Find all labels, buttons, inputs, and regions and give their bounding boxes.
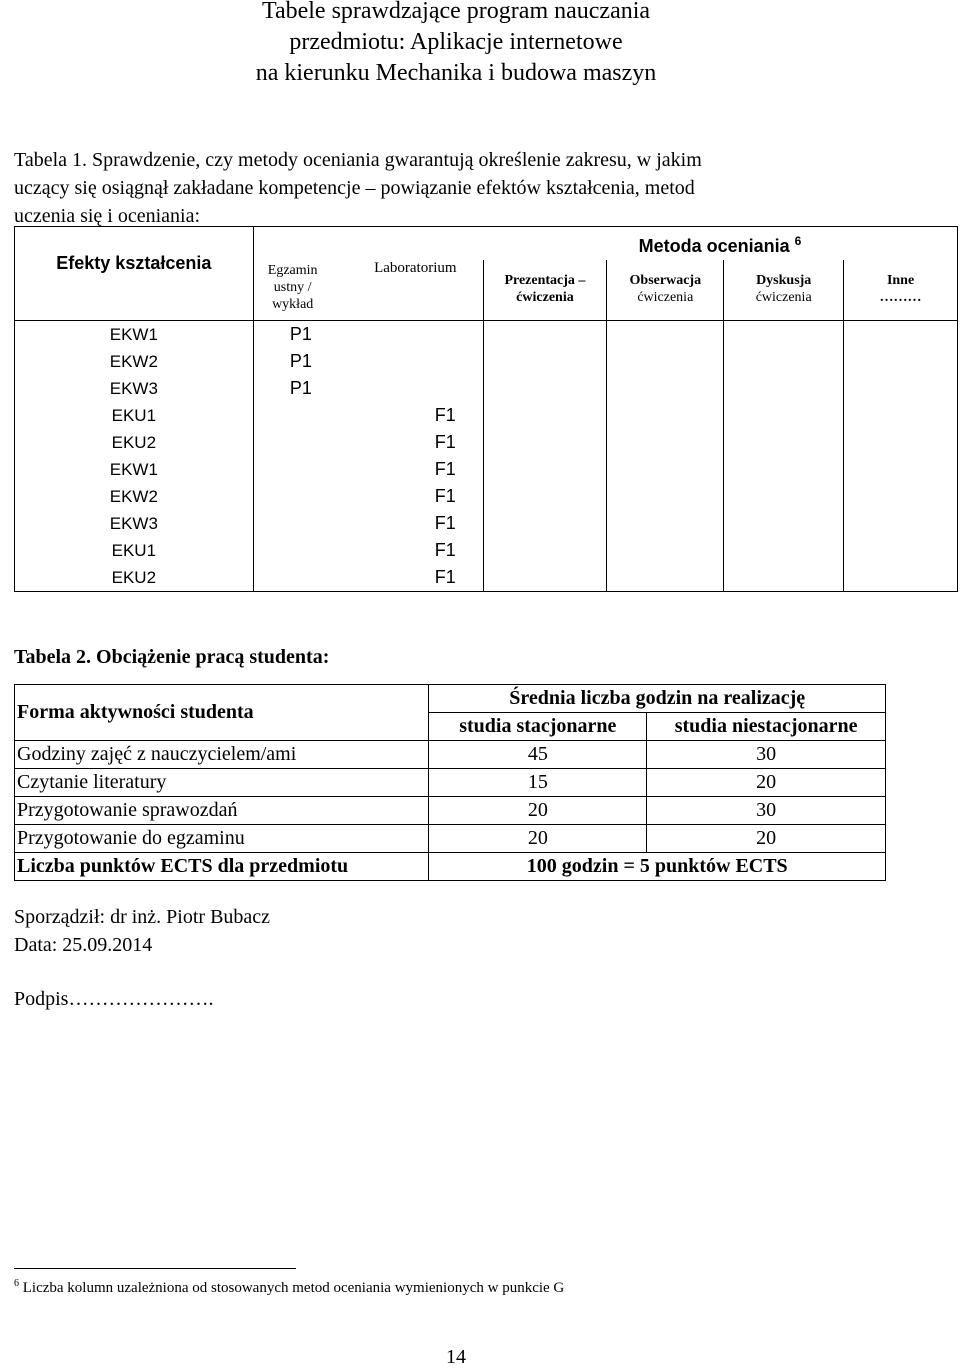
other-method — [844, 320, 958, 348]
other-method — [844, 429, 958, 456]
title-line-1: Tabele sprawdzające program nauczania — [261, 0, 651, 24]
page-number: 14 — [446, 1346, 466, 1368]
observation-method — [607, 429, 724, 456]
lab-method — [348, 320, 483, 348]
presentation-method — [483, 402, 607, 429]
table-row — [15, 741, 886, 769]
activity-name: Czytanie literatury — [15, 769, 429, 797]
exam-method — [253, 510, 348, 537]
observation-method — [607, 537, 724, 564]
effect-code: EKW1 — [109, 324, 158, 344]
table-row — [15, 797, 886, 825]
exam-method — [253, 564, 348, 592]
lab-method: F1 — [434, 404, 456, 425]
title-line-2: przedmiotu: Aplikacje internetowe — [289, 29, 623, 55]
header-avg-hours: Średnia liczba godzin na realizację — [429, 685, 886, 713]
table-row — [15, 375, 958, 402]
discussion-method — [724, 456, 844, 483]
full-time-hours: 20 — [429, 797, 647, 825]
table1-caption-line-2: uczący się osiągnął zakładane kompetencje – powiązanie efektów kształcenia, metod — [14, 177, 695, 199]
header-observation-cell — [607, 260, 724, 320]
header-other-line-1: Inne — [886, 273, 915, 288]
lab-method: F1 — [434, 431, 456, 452]
exam-method — [253, 429, 348, 456]
header-observation-line-1: Obserwacja — [629, 273, 702, 288]
observation-method — [607, 320, 724, 348]
other-method — [844, 564, 958, 592]
activity-name: Godziny zajęć z nauczycielem/ami — [15, 741, 429, 769]
discussion-method — [724, 402, 844, 429]
observation-method — [607, 348, 724, 375]
header-method-footnote-ref: 6 — [794, 234, 802, 248]
activity-name: Przygotowanie sprawozdań — [15, 797, 429, 825]
header-other-cell — [844, 260, 958, 320]
discussion-method — [724, 510, 844, 537]
part-time-hours: 30 — [647, 797, 886, 825]
header-activity: Forma aktywności studenta — [15, 685, 429, 741]
title-line-3: na kierunku Mechanika i budowa maszyn — [255, 60, 657, 86]
lab-method: F1 — [434, 539, 456, 560]
full-time-hours: 45 — [429, 741, 647, 769]
header-presentation-line-1: Prezentacja – — [504, 273, 586, 288]
lab-method: F1 — [434, 485, 456, 506]
lab-method: F1 — [434, 512, 456, 533]
other-method — [844, 537, 958, 564]
table-row — [15, 537, 958, 564]
observation-method — [607, 564, 724, 592]
exam-method: P1 — [253, 320, 348, 348]
header-discussion-line-1: Dyskusja — [756, 273, 812, 288]
table-row — [15, 320, 958, 348]
presentation-method — [483, 537, 607, 564]
signature-line: Podpis…………………. — [14, 988, 214, 1010]
header-lab: Laboratorium — [374, 260, 457, 276]
discussion-method — [724, 375, 844, 402]
discussion-method — [724, 348, 844, 375]
table-row — [15, 402, 958, 429]
observation-method — [607, 456, 724, 483]
footnote-number: 6 — [14, 1278, 19, 1289]
full-time-hours: 15 — [429, 769, 647, 797]
other-method — [844, 402, 958, 429]
table-row — [15, 564, 958, 592]
footnote-separator — [14, 1268, 296, 1269]
observation-method — [607, 402, 724, 429]
table1-caption — [14, 146, 914, 230]
header-discussion-line-2: ćwiczenia — [755, 290, 812, 305]
other-method — [844, 375, 958, 402]
presentation-method — [483, 510, 607, 537]
discussion-method — [724, 564, 844, 592]
header-full-time: studia stacjonarne — [429, 713, 647, 741]
presentation-method — [483, 483, 607, 510]
discussion-method — [724, 320, 844, 348]
part-time-hours: 20 — [647, 769, 886, 797]
other-method — [844, 456, 958, 483]
other-method — [844, 510, 958, 537]
exam-method — [253, 402, 348, 429]
presentation-method — [483, 564, 607, 592]
header-presentation-line-2: ćwiczenia — [516, 290, 574, 305]
table-row — [15, 825, 886, 853]
header-presentation-cell — [483, 260, 607, 320]
table-row — [15, 348, 958, 375]
effect-code: EKU1 — [111, 540, 157, 560]
table2-caption: Tabela 2. Obciążenie pracą studenta: — [14, 646, 330, 668]
observation-method — [607, 375, 724, 402]
lab-method: F1 — [434, 566, 456, 587]
date: Data: 25.09.2014 — [14, 934, 153, 956]
part-time-hours: 30 — [647, 741, 886, 769]
observation-method — [607, 510, 724, 537]
footnote-text: Liczba kolumn uzależniona od stosowanych metod oceniania wymienionych w punkcie G — [22, 1280, 565, 1296]
discussion-method — [724, 429, 844, 456]
lab-method: F1 — [434, 458, 456, 479]
footnote — [14, 1278, 564, 1297]
header-part-time: studia niestacjonarne — [647, 713, 886, 741]
table-row — [15, 483, 958, 510]
activity-name: Przygotowanie do egzaminu — [15, 825, 429, 853]
observation-method — [607, 483, 724, 510]
header-exam: Egzamin ustny / wykład — [267, 263, 318, 312]
ects-label: Liczba punktów ECTS dla przedmiotu — [15, 853, 429, 881]
exam-method — [253, 456, 348, 483]
effect-code: EKU1 — [111, 405, 157, 425]
header-method-cell — [483, 227, 958, 261]
table1-caption-line-1: Tabela 1. Sprawdzenie, czy metody oceniania gwarantują określenie zakresu, w jakim — [14, 149, 702, 171]
presentation-method — [483, 375, 607, 402]
table-row — [15, 429, 958, 456]
other-method — [844, 483, 958, 510]
table-row — [15, 510, 958, 537]
prepared-by: Sporządził: dr inż. Piotr Bubacz — [14, 906, 271, 928]
presentation-method — [483, 456, 607, 483]
ects-value: 100 godzin = 5 punktów ECTS — [429, 853, 886, 881]
full-time-hours: 20 — [429, 825, 647, 853]
assessment-methods-table — [14, 226, 958, 592]
presentation-method — [483, 348, 607, 375]
effect-code: EKW1 — [109, 459, 158, 479]
exam-method — [253, 537, 348, 564]
header-effects: Efekty kształcenia — [56, 252, 212, 273]
table-row — [15, 456, 958, 483]
effect-code: EKU2 — [111, 567, 157, 587]
header-effects-cell — [15, 227, 254, 321]
document-title — [0, 0, 912, 89]
exam-method — [253, 483, 348, 510]
lab-method — [348, 348, 483, 375]
header-lab-cell — [348, 260, 483, 320]
table-row — [15, 769, 886, 797]
header-exam-cell — [253, 260, 348, 320]
workload-table — [14, 684, 886, 881]
table1-caption-line-3: uczenia się i oceniania: — [14, 205, 201, 227]
effect-code: EKU2 — [111, 432, 157, 452]
effect-code: EKW3 — [109, 378, 158, 398]
lab-method — [348, 375, 483, 402]
header-observation-line-2: ćwiczenia — [637, 290, 694, 305]
discussion-method — [724, 537, 844, 564]
part-time-hours: 20 — [647, 825, 886, 853]
other-method — [844, 348, 958, 375]
header-other-line-2: ……… — [879, 290, 922, 305]
effect-code: EKW3 — [109, 513, 158, 533]
header-discussion-cell — [724, 260, 844, 320]
effect-code: EKW2 — [109, 351, 158, 371]
effect-code: EKW2 — [109, 486, 158, 506]
exam-method: P1 — [253, 348, 348, 375]
discussion-method — [724, 483, 844, 510]
header-method: Metoda oceniania — [638, 236, 790, 256]
exam-method: P1 — [253, 375, 348, 402]
presentation-method — [483, 429, 607, 456]
presentation-method — [483, 320, 607, 348]
